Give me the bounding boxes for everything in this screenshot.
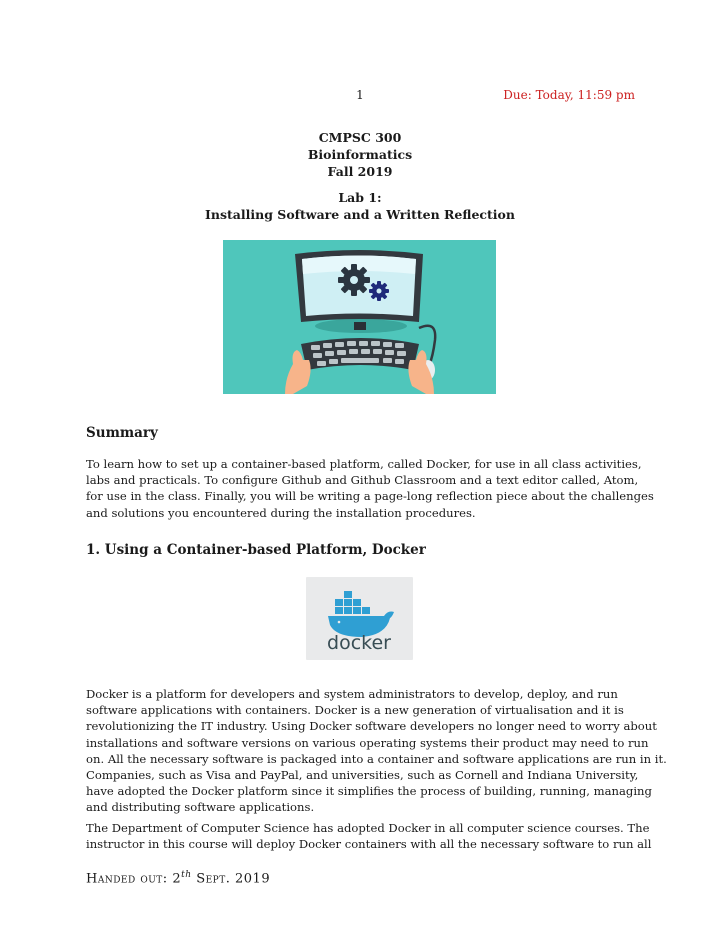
text-line: To learn how to set up a container-based platform, called Docker, for use in all class activities, (86, 457, 642, 471)
text-line: instructor in this course will deploy Docker containers with all the necessary software to run all (86, 837, 652, 852)
docker-logo (306, 577, 413, 660)
docker-paragraph-2 (86, 820, 652, 852)
docker-wordmark: docker (327, 632, 391, 654)
course-subject: Bioinformatics (307, 147, 413, 162)
handed-out-footer (86, 870, 270, 886)
docker-paragraph-1 (86, 686, 667, 816)
handed-out-month: Sept. (196, 871, 231, 887)
lab-title-block (0, 189, 720, 223)
handed-out-day-suffix: th (181, 870, 192, 880)
text-line: have adopted the Docker platform since it simplifies the process of building, running, managing (86, 784, 652, 799)
text-line: on. All the necessary software is packaged into a container and software applications are run in it. (86, 751, 667, 766)
course-term: Fall 2019 (327, 164, 393, 179)
summary-paragraph (86, 456, 654, 521)
page-number: 1 (356, 88, 364, 102)
text-line: revolutionizing the IT industry. Using Docker software developers no longer need to worry about (86, 719, 657, 734)
text-line: and distributing software applications. (86, 800, 315, 815)
text-line: labs and practicals. To configure Github and Github Classroom and a text editor called, Atom, (86, 473, 639, 488)
handed-out-year: 2019 (235, 871, 271, 887)
text-line: software applications with containers. Docker is a new generation of virtualisation and it is (86, 703, 624, 718)
text-line: for use in the class. Finally, you will be writing a page-long reflection piece about the challenges (86, 489, 654, 504)
title-block (0, 129, 720, 180)
due-date: Due: Today, 11:59 pm (503, 88, 635, 102)
section1-heading: 1. Using a Container-based Platform, Docker (86, 542, 426, 558)
docker-whale-icon (306, 577, 413, 660)
handed-out-label: Handed out: (86, 871, 168, 887)
lab-title: Installing Software and a Written Reflection (205, 207, 515, 222)
course-code: CMPSC 300 (318, 130, 402, 145)
text-line: installations and software versions on various operating systems their product may need to run (86, 735, 649, 750)
handed-out-day: 2 (172, 871, 182, 887)
text-line: Docker is a platform for developers and system administrators to develop, deploy, and run (86, 687, 618, 701)
summary-heading: Summary (86, 425, 158, 441)
text-line: and solutions you encountered during the installation procedures. (86, 505, 476, 520)
lab-number: Lab 1: (338, 190, 382, 205)
text-line: The Department of Computer Science has adopted Docker in all computer science courses. The (86, 821, 650, 835)
gear-icon (338, 264, 370, 296)
text-line: Companies, such as Visa and PayPal, and universities, such as Cornell and Indiana University, (86, 768, 639, 783)
computer-illustration (223, 240, 496, 394)
